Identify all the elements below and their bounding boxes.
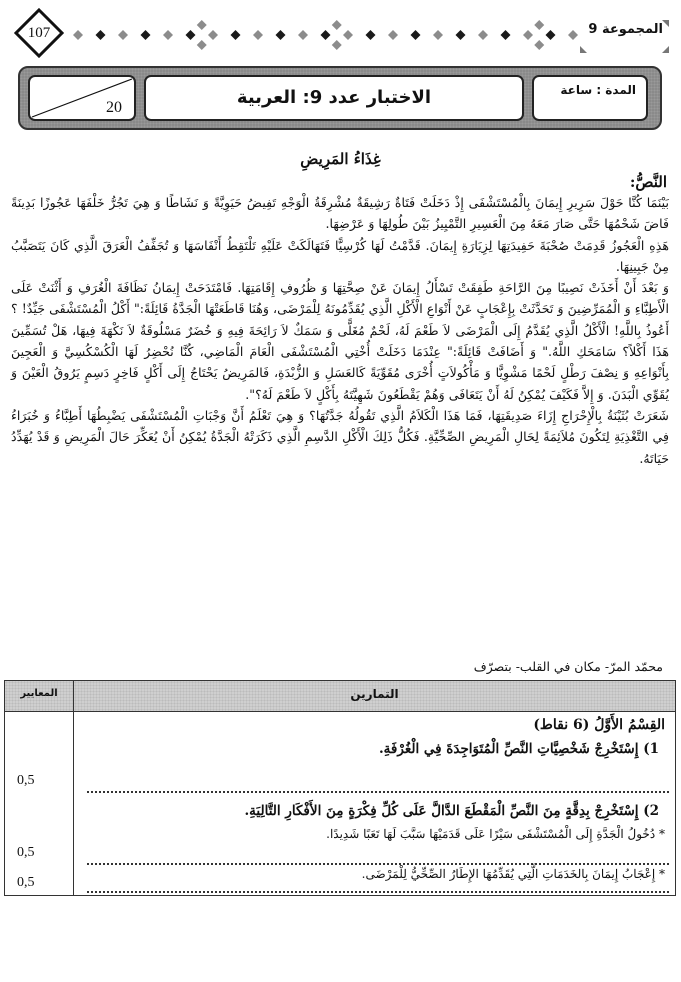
test-title: الاختبار عدد 9: العربية xyxy=(236,87,432,108)
diamond-icon xyxy=(546,30,556,40)
diamond-icon xyxy=(118,30,128,40)
diamond-icon xyxy=(411,30,421,40)
diamond-icon xyxy=(321,30,331,40)
diamond-icon xyxy=(332,20,342,30)
header-exercises: التمارين xyxy=(350,687,399,701)
diamond-icon xyxy=(298,30,308,40)
diamond-icon xyxy=(208,30,218,40)
decorative-diamond-row xyxy=(70,18,610,52)
diamond-icon xyxy=(501,30,511,40)
corner-mark-icon xyxy=(580,46,587,53)
text-label: النَّصُّ: xyxy=(629,173,667,191)
page-number-badge xyxy=(14,8,64,58)
section-title: القِسْمُ الأَوَّلُ (6 نقاط) xyxy=(533,717,665,733)
question-2: 2) إِسْتَخْرِجْ بِدِقَّةٍ مِنَ النَّصِّ الْمَقْطَعَ الدَّالَّ عَلَى كُلِّ فِكْرَةٍ مِنَ الأَفْكَارِ التَّالِيَةِ. xyxy=(244,803,659,819)
diamond-icon xyxy=(523,30,533,40)
answer-line[interactable] xyxy=(87,791,669,793)
question-1: 1) إِسْتَخْرِجْ شَخْصِيَّاتِ النَّصِّ الْمُتَوَاجِدَةَ فِي الْغُرْفَةِ. xyxy=(378,741,659,757)
group-label-box xyxy=(582,20,669,39)
diamond-icon xyxy=(478,30,488,40)
diamond-icon xyxy=(141,30,151,40)
score-total: 20 xyxy=(106,99,122,116)
column-divider xyxy=(73,681,74,895)
source-citation: محمّد المرّ- مكان في القلب- بتصرّف xyxy=(473,659,663,674)
answer-line[interactable] xyxy=(87,891,669,893)
question-2-item-2: * إِعْجَابُ إِيمَانَ بِالخَدَمَاتِ الَّتِي يُقَدِّمُهَا الإِطَارُ الصِّحِّيُّ لِلْمَرْضَى. xyxy=(361,867,665,881)
text-title: غِذَاءُ المَرِيضِ xyxy=(300,150,381,168)
diamond-icon xyxy=(366,30,376,40)
diamond-icon xyxy=(568,30,578,40)
question-2-item-1: * دُخُولُ الْجَدَّةِ إِلَى الْمُسْتَشْفَى سَيْرًا عَلَى قَدَمَيْهَا سَبَّبَ لَهَا تَعَبًا شَدِيدًا. xyxy=(326,827,665,841)
test-title-box xyxy=(144,75,524,121)
table-header xyxy=(5,681,675,712)
diamond-icon xyxy=(73,30,83,40)
diamond-icon xyxy=(388,30,398,40)
diamond-icon xyxy=(276,30,286,40)
corner-mark-icon xyxy=(662,20,669,27)
diamond-icon xyxy=(534,20,544,30)
diamond-icon xyxy=(186,30,196,40)
duration: المدة : ساعة xyxy=(560,83,636,97)
diamond-icon xyxy=(253,30,263,40)
duration-box xyxy=(532,75,648,121)
passage xyxy=(11,192,669,469)
diamond-icon xyxy=(456,30,466,40)
corner-mark-icon xyxy=(662,46,669,53)
score-cell: 0,5 xyxy=(17,845,35,860)
diamond-icon xyxy=(163,30,173,40)
answer-line[interactable] xyxy=(87,863,669,865)
diamond-icon xyxy=(96,30,106,40)
score-cell: 0,5 xyxy=(17,875,35,890)
score-cell: 0,5 xyxy=(17,773,35,788)
paragraph: بَيْنَمَا كُنَّا حَوْلَ سَرِيرِ إِيمَانَ بِالْمُسْتَشْفَى إِذْ دَخَلَتْ فَتَاةٌ رَشِيقَةٌ مُشْرِقَةُ الْوَجْهِ تَفِيضُ حَيَوِيَّةً وَ نَشَاطًا وَ هِيَ تَجُرُّ خَلْفَهَا عَجُوزًا بَدِينَةً فَاضَ شَحْمُهَا حَتَّى صَارَ مَعَهُ مِنَ الْعَسِيرِ التَّمْيِيزُ بَيْنَ طُولِهَا وَ عَرْضِهَا. xyxy=(11,195,669,232)
paragraph: هَذِهِ الْعَجُوزُ قَدِمَتْ صُحْبَةَ حَفِيدَتِهَا لِزِيَارَةِ إِيمَانَ. قَدَّمْتُ لَهَا كُرْسِيًّا فَتَهَالَكَتْ عَلَيْهِ تَلْتَقِطُ أَنْفَاسَهَا وَ تُجَفِّفُ الْعَرَقَ الَّذِي كَانَ يَتَصَبَّبُ مِنْ جَبِينِهَا. xyxy=(11,237,669,274)
diamond-icon xyxy=(433,30,443,40)
diamond-icon xyxy=(332,40,342,50)
diamond-icon xyxy=(197,20,207,30)
diamond-icon xyxy=(231,30,241,40)
paragraph: شَعَرَتْ بُثَيْنَةُ بِالْإِحْرَاجِ إِزَاءَ صَدِيقَتِهَا، فَمَا هَذَا الْكَلاَمُ الَّذِي تَقُولُهُ جَدَّتُهَا؟ وَ هِيَ تَعْلَمُ أَنَّ وَجْبَاتِ الْمُسْتَشْفَى يَضْبِطُهَا أَطِبَّاءُ وَ خُبَرَاءُ فِي التَّغْذِيَةِ لِتَكُونَ مُلاَئِمَةً لِحَالِ الْمَرِيضِ الصِّحِّيَّةِ. فَكُلُّ ذَلِكَ الْأَكْلِ الدَّسِمِ الَّذِي ذَكَرَتْهُ الْجَدَّةُ يُمْكِنُ أَنْ يُعَكِّرَ حَالَ الْمَرِيضِ وَ قَدْ يُهَدِّدُ حَيَاتَهُ. xyxy=(11,407,669,466)
header-criteria: المعايير xyxy=(20,688,58,699)
page-number: 107 xyxy=(27,25,51,41)
diamond-icon xyxy=(343,30,353,40)
score-box xyxy=(28,75,136,121)
title-band xyxy=(18,66,662,130)
group-label: المجموعة 9 xyxy=(588,22,663,37)
paragraph: وَ بَعْدَ أَنْ أَخَذَتْ نَصِيبًا مِنَ الرَّاحَةِ طَفِقَتْ تَسْأَلُ إِيمَانَ عَنْ صِحَّتِهَا وَ ظُرُوفِ إِقَامَتِهَا. فَامْتَدَحَتْ إِيمَانُ نَظَافَةَ الْغُرَفِ وَ أَثْنَتْ عَلَى الْأَطِبَّاءِ وَ الْمُمَرِّضِينَ وَ تَحَدَّثَتْ بِإِعْجَابٍ عَنْ أَنْوَاعِ الْأَكْلِ الَّذِي يُقَدِّمُونَهُ لِلْمَرْضَى، وَهُنَا قَاطَعَتْهَا الْجَدَّةُ قَائِلَةً:" أَكْلُ الْمُسْتَشْفَى جَيِّدٌ! ؟أَعُوذُ بِاللَّهِ! الْأَكْلُ الَّذِي يُقَدَّمُ إِلَى الْمَرْضَى لاَ طَعْمَ لَهُ، لَحْمٌ مُغَلًّى وَ سَمَكٌ لاَ رَائِحَةَ فِيهِ وَ خُضَرٌ مَسْلُوقَةٌ لاَ نَكْهَةَ فِيهَا، هَلْ تُسَمِّينَ هَذَا أَكْلاً؟ سَامَحَكِ اللَّهُ." وَ أَضَافَتْ قَائِلَةً:" عِنْدَمَا دَخَلَتْ أُخْتِي الْمُسْتَشْفَى الْعَامَ الْمَاضِي، كُنَّا نُحْضِرُ لَهَا الْكُسْكُسِيَّ وَ الْعَجِينَ بِأَنْوَاعِهِ وَ نِصْفَ رَطْلٍ لَحْمًا مَشْوِيًّا وَ مَأْكُولاَتٍ أُخْرَى مُقَوِّيَةً كَالعَسَلِ وَ الزُّبْدَةِ، فَالمَرِيضُ يَحْتَاجُ إِلَى أَكْلٍ فَاخِرٍ دَسِمٍ يَرُوقُ الْعَيْنَ وَ يُقَوِّي الْبَدَنَ. وَ إِلاَّ فَكَيْفَ يُمْكِنُ لَهُ أَنْ يَتَعَافَى وَهُمْ يَقْطَعُونَ شَهِيَّتَهُ بِأَكْلٍ لاَ طَعْمَ لَهُ؟". xyxy=(11,280,669,402)
diamond-icon xyxy=(197,40,207,50)
diamond-icon xyxy=(534,40,544,50)
exercises-table xyxy=(4,680,676,896)
